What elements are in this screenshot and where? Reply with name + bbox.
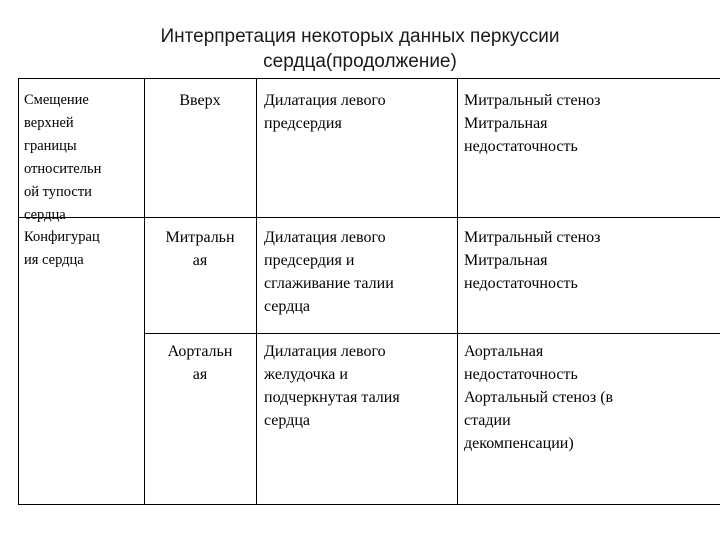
table-top-border xyxy=(18,78,720,79)
table-cell-parameter: Конфигурац ия сердца xyxy=(24,229,100,268)
slide-title xyxy=(0,24,720,74)
slide-title-line1: Интерпретация некоторых данных перкуссии xyxy=(160,26,560,47)
table-bottom-border xyxy=(18,504,720,505)
table-cell-direction: Митральн ая xyxy=(165,229,235,269)
table-row-divider xyxy=(144,333,720,334)
table-col-divider xyxy=(256,78,257,505)
table-cell-disease: Митральный стеноз Митральная недостаточность xyxy=(464,229,601,292)
table-left-border xyxy=(18,78,19,505)
table-cell-mechanism: Дилатация левого предсердия xyxy=(264,92,386,132)
table-col-divider xyxy=(144,78,145,505)
table-cell-disease: Аортальная недостаточность Аортальный стеноз (в стадии декомпенсации) xyxy=(464,343,614,452)
slide-title-line2: сердца(продолжение) xyxy=(263,51,457,72)
table-cell-direction: Аортальн ая xyxy=(167,343,233,383)
table-cell-direction: Вверх xyxy=(179,92,221,109)
table-col-divider xyxy=(457,78,458,505)
table-cell-parameter: Смещение верхней границы относительн ой тупости сердца xyxy=(24,92,102,223)
table-cell-mechanism: Дилатация левого желудочка и подчеркнутая талия сердца xyxy=(264,343,400,429)
table-cell-disease: Митральный стеноз Митральная недостаточность xyxy=(464,92,601,155)
table-cell-mechanism: Дилатация левого предсердия и сглаживание талии сердца xyxy=(264,229,394,315)
